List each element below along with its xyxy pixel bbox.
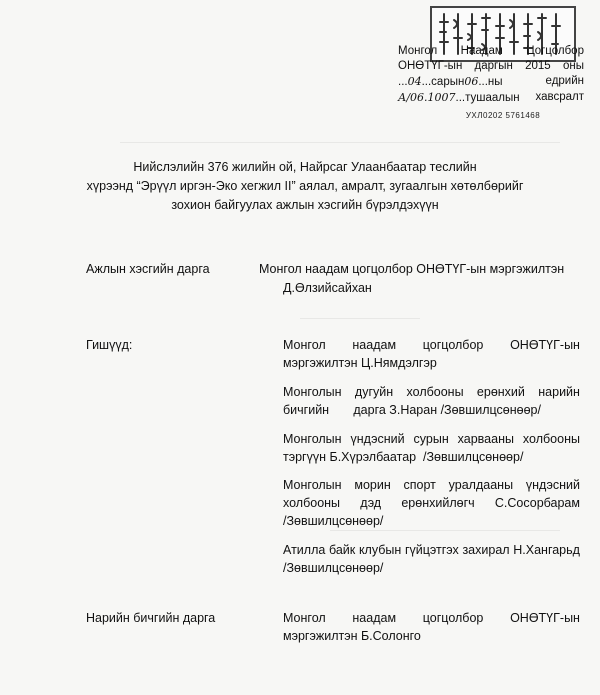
- secretary-entry: [283, 609, 580, 645]
- month-label: ...сарын: [421, 76, 465, 88]
- handwritten-month: 04: [407, 75, 422, 88]
- word: нарийн: [538, 385, 580, 399]
- word: наадам: [352, 338, 397, 352]
- header-word: 2015: [525, 60, 551, 72]
- role-chair: Ажлын хэсгийн дарга: [86, 262, 210, 276]
- header-line-2: [398, 59, 584, 74]
- word: Монголын: [283, 478, 342, 492]
- word: холбооны: [283, 496, 341, 510]
- role-secretary: Нарийн бичгийн дарга: [86, 611, 216, 625]
- member-entry: [283, 430, 580, 466]
- secretary-name: мэргэжилтэн Б.Солонго: [283, 629, 421, 643]
- word: морин: [354, 478, 391, 492]
- word: холбооны: [406, 385, 464, 399]
- header-line-3: [398, 74, 584, 90]
- title-line-3: зохион байгуулах ажлын хэсгийн бүрэлдэхүүн: [171, 198, 439, 212]
- header-word: Цогцолбор: [526, 45, 584, 57]
- header-word: едрийн: [545, 75, 584, 87]
- member-note: /Зөвшилцсөнөөр/: [283, 514, 384, 528]
- word: сурын: [413, 432, 449, 446]
- word: гүйцэтгэх: [404, 543, 459, 557]
- word: үндэсний: [525, 478, 580, 492]
- member-entry: [283, 336, 580, 372]
- member-name: бичгийн дарга З.Наран /Зөвшилцсөнөөр/: [283, 403, 541, 417]
- chair-line-1: Монгол наадам цогцолбор ОНӨТҮГ-ын мэргэжилтэн: [259, 262, 565, 276]
- document-title: [60, 158, 550, 215]
- chair-entry: [259, 260, 589, 298]
- member-name: мэргэжилтэн Ц.Нямдэлгэр: [283, 356, 437, 370]
- word: клубын: [358, 543, 402, 557]
- handwritten-order-number: А/06.1007: [398, 91, 456, 104]
- word: харваaны: [457, 432, 514, 446]
- word: Н.Хангарьд: [513, 543, 580, 557]
- word: захирал: [462, 543, 510, 557]
- header-word: Монгол: [398, 45, 438, 57]
- appendix-header: [398, 44, 584, 106]
- header-word: оны: [562, 60, 584, 72]
- word: дугуйн: [354, 385, 394, 399]
- header-word: Наадам: [460, 45, 503, 57]
- header-word: хавсралт: [535, 91, 584, 103]
- stamp-code: УХЛ0202 5761468: [465, 111, 541, 120]
- word: үндэсний: [350, 432, 405, 446]
- word: спорт: [403, 478, 436, 492]
- day-label: ...ны: [478, 76, 503, 88]
- role-members: Гишүүд:: [86, 338, 133, 352]
- word: Монгол: [283, 611, 326, 625]
- member-entry: [283, 383, 580, 419]
- word: Монголын: [283, 385, 342, 399]
- word: холбооны: [522, 432, 580, 446]
- order-label: ...тушаалын: [455, 92, 520, 104]
- word: Атилла: [283, 543, 326, 557]
- member-note: /Зөвшилцсөнөөр/: [283, 561, 384, 575]
- word: уралдааны: [448, 478, 514, 492]
- header-word: даргын: [474, 60, 513, 72]
- dots: ...: [398, 76, 408, 88]
- scan-artifact: [330, 530, 560, 531]
- title-line-2: хүрээнд “Эрүүл иргэн-Эко хегжил II” аялал, амралт, зугаалгын хөтөлбөрийг: [86, 179, 524, 193]
- member-name: тэргүүн Б.Хүрэлбаатар /Зөвшилцсөнөөр/: [283, 450, 524, 464]
- word: Монголын: [283, 432, 342, 446]
- scan-artifact: [300, 318, 420, 319]
- word: С.Сосорбарам: [494, 496, 580, 510]
- member-entry: [283, 541, 580, 577]
- word: ОНӨТҮГ-ын: [510, 611, 580, 625]
- scan-artifact: [120, 142, 560, 143]
- word: ерөнхий: [476, 385, 525, 399]
- word: цогцолбор: [422, 338, 484, 352]
- chair-name: Д.Өлзийсайхан: [283, 281, 372, 295]
- word: дэд: [360, 496, 382, 510]
- member-entry: [283, 476, 580, 530]
- title-line-1: Нийслэлийн 376 жилийн ой, Найрсаг Улаанбаатар теслийн: [133, 160, 477, 174]
- handwritten-day: 06: [464, 75, 479, 88]
- word: наадам: [352, 611, 397, 625]
- word: байк: [328, 543, 356, 557]
- header-word: ОНӨТҮГ-ын: [398, 60, 463, 72]
- word: цогцолбор: [422, 611, 484, 625]
- header-line-4: [398, 90, 584, 106]
- header-line-1: [398, 44, 584, 59]
- word: ОНӨТҮГ-ын: [510, 338, 580, 352]
- word: ерөнхийлөгч: [401, 496, 475, 510]
- word: Монгол: [283, 338, 326, 352]
